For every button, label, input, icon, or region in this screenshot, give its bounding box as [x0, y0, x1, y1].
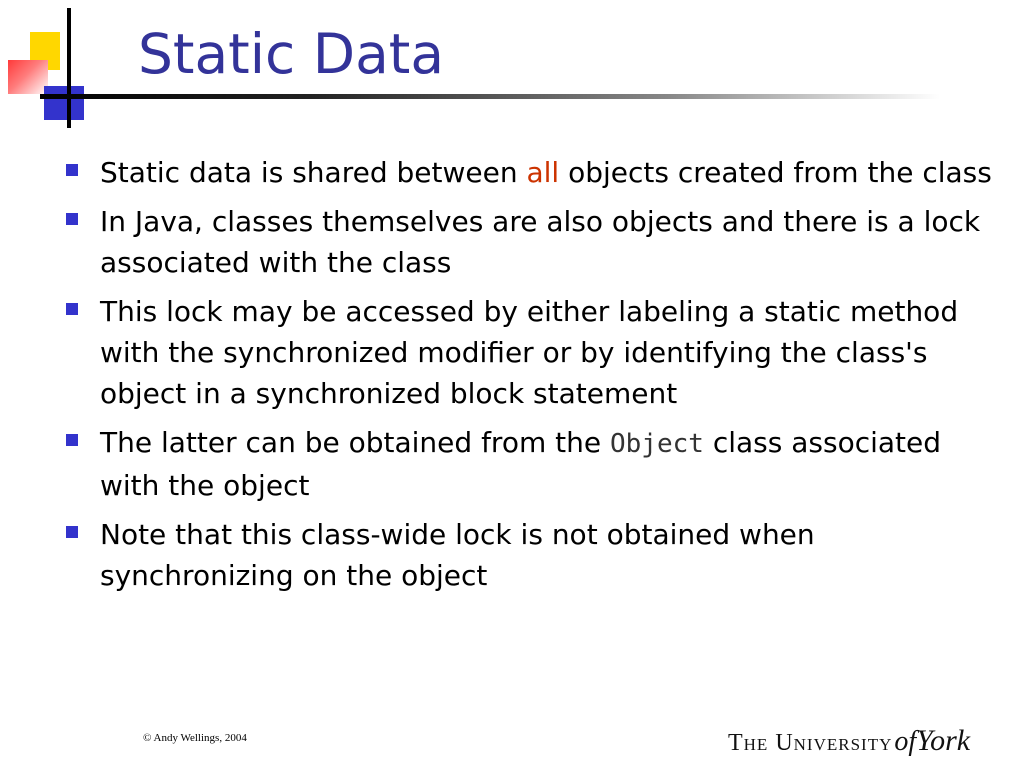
- logo-york-text: York: [916, 724, 971, 757]
- copyright-text: © Andy Wellings, 2004: [143, 732, 247, 744]
- pink-square-decoration: [8, 60, 48, 94]
- code-term: Object: [610, 429, 704, 459]
- bullet-text-segment: Note that this class-wide lock is not obtained when synchronizing on the object: [100, 518, 815, 592]
- bullet-text-segment: In Java, classes themselves are also objects and there is a lock associated with the class: [100, 205, 981, 279]
- square-bullet-icon: [66, 303, 78, 315]
- bullet-text-segment: This lock may be accessed by either labeling a static method with the synchronized modifier or by identifying the class's object in a synchronized block statement: [100, 295, 959, 410]
- bullet-text: [100, 426, 941, 502]
- bullet-text-segment: objects created from the class: [559, 156, 992, 189]
- logo-university-text: The University: [728, 730, 893, 756]
- bullet-item: [62, 514, 992, 596]
- university-of-york-logo: [728, 724, 970, 758]
- slide-title: Static Data: [138, 22, 445, 86]
- bullet-list: [62, 152, 992, 604]
- bullet-text-segment: Static data is shared between: [100, 156, 527, 189]
- bullet-item: [62, 201, 992, 283]
- square-bullet-icon: [66, 526, 78, 538]
- logo-of-text: of: [894, 726, 917, 757]
- bullet-text: [100, 518, 815, 592]
- bullet-item: [62, 291, 992, 414]
- blue-square-decoration: [44, 86, 84, 120]
- bullet-text: [100, 156, 992, 189]
- bullet-text-segment: The latter can be obtained from the: [100, 426, 610, 459]
- bullet-text-segment: class associated with the object: [100, 426, 942, 502]
- highlighted-word: all: [526, 156, 560, 189]
- square-bullet-icon: [66, 434, 78, 446]
- square-bullet-icon: [66, 213, 78, 225]
- bullet-item: [62, 152, 992, 193]
- crosshair-vertical-line: [67, 8, 71, 128]
- title-underline-rule: [40, 94, 940, 99]
- bullet-text: [100, 295, 958, 410]
- bullet-text: [100, 205, 980, 279]
- square-bullet-icon: [66, 164, 78, 176]
- bullet-item: [62, 422, 992, 506]
